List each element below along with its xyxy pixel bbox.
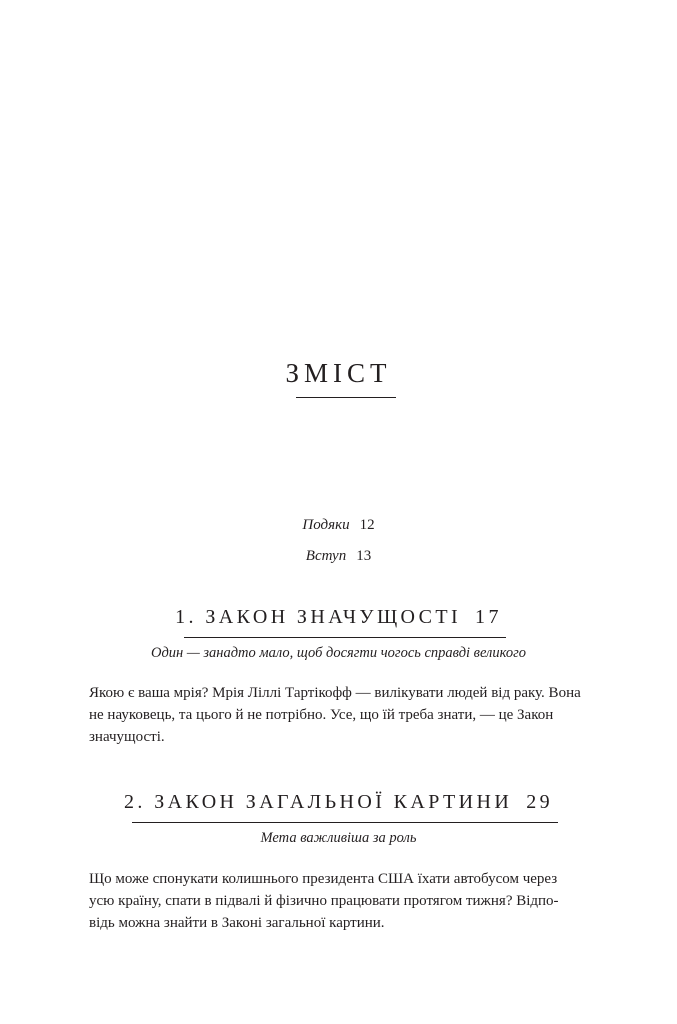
chapter-heading-2[interactable] <box>0 791 677 814</box>
chapter-rule <box>132 822 558 823</box>
chapter-rule <box>184 637 506 638</box>
chapter-number: 1. <box>175 606 197 628</box>
toc-entry-label: Подяки <box>302 517 350 533</box>
chapter-description <box>89 682 601 748</box>
description-line: Якою є ваша мрія? Мрія Ліллі Тартікофф — вилікувати людей від раку. Вона <box>89 685 581 701</box>
chapter-description <box>89 868 601 934</box>
description-line: відь можна знайти в Законі загальної картини. <box>89 915 385 931</box>
toc-entry-introduction[interactable] <box>0 548 677 565</box>
description-line: Що може спонукати колишнього президента США їхати автобусом через <box>89 871 558 887</box>
title-underline <box>296 397 396 398</box>
chapter-subtitle: Один — занадто мало, щоб досягти чогось справді великого <box>150 645 527 661</box>
toc-entry-page: 12 <box>359 517 375 533</box>
toc-entry-acknowledgements[interactable] <box>0 517 677 534</box>
description-line: не науковець, та цього й не потрібно. Усе, що їй треба знати, — це Закон <box>89 707 554 723</box>
chapter-subtitle: Мета важливіша за роль <box>260 830 417 846</box>
toc-entry-page: 13 <box>356 548 372 564</box>
toc-entry-label: Вступ <box>305 548 347 564</box>
chapter-title: ЗАКОН ЗНАЧУЩОСТІ <box>205 606 462 628</box>
chapter-number: 2. <box>123 791 146 813</box>
description-line: значущості. <box>89 729 165 745</box>
page-title: ЗМІСТ <box>285 358 392 388</box>
chapter-title: ЗАКОН ЗАГАЛЬНОЇ КАРТИНИ <box>154 791 513 813</box>
chapter-page: 17 <box>475 606 502 628</box>
description-line: усю країну, спати в підвалі й фізично працювати протягом тижня? Відпо- <box>89 893 559 909</box>
chapter-heading-1[interactable] <box>0 606 677 629</box>
chapter-page: 29 <box>526 791 553 813</box>
